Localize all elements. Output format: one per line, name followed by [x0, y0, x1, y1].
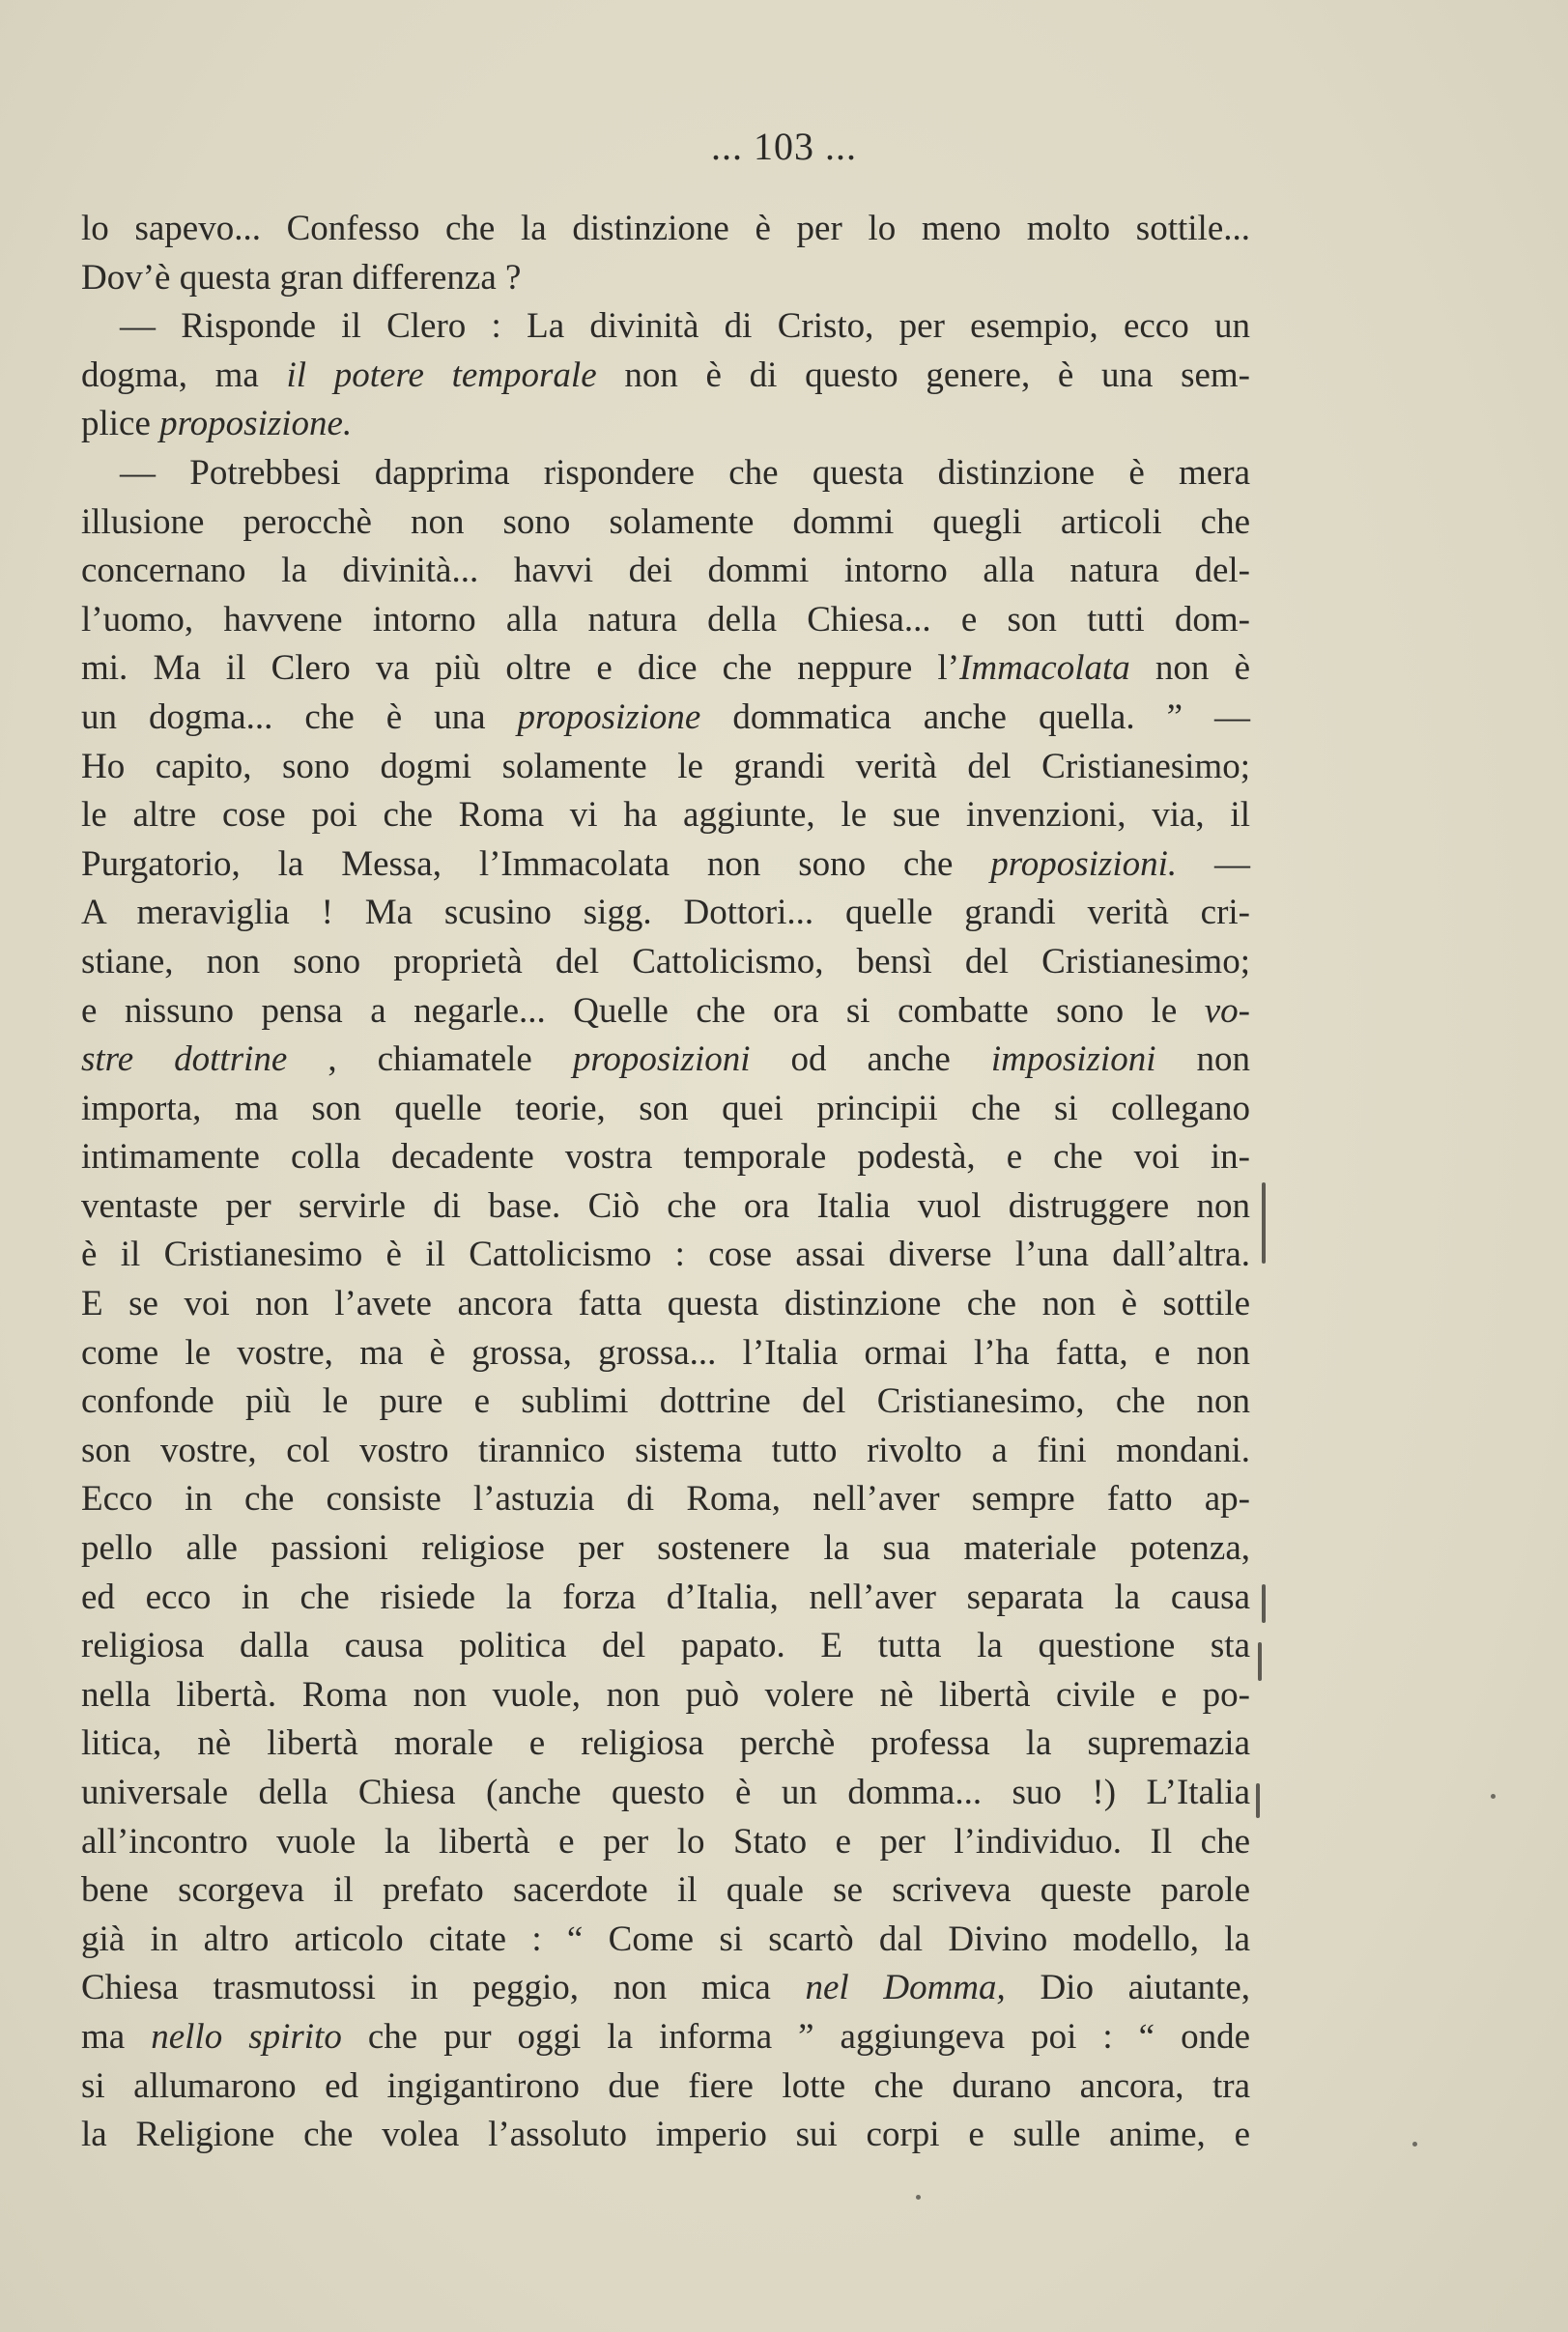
italic-text: proposizioni.: [990, 843, 1178, 884]
text-segment: non: [1155, 1039, 1250, 1080]
text-segment: universale della Chiesa (anche questo è un domma... suo !) L’Italia: [81, 1773, 1250, 1812]
italic-text: proposizione: [517, 697, 701, 737]
text-segment: stiane, non sono proprietà del Cattolicismo, bensì del Cristianesimo;: [81, 941, 1250, 981]
text-line: [81, 547, 1250, 596]
margin-mark: [1262, 1584, 1266, 1623]
italic-text: stre dottrine: [81, 1039, 288, 1080]
text-segment: all’incontro vuole la libertà e per lo Stato e per l’individuo. Il che: [81, 1821, 1250, 1862]
text-segment: è il Cristianesimo è il Cattolicismo : cose assai diverse l’una dall’altra.: [81, 1235, 1250, 1275]
text-line: [81, 1720, 1250, 1769]
text-segment: — Risponde il Clero : La divinità di Cristo, per esempio, ecco un: [120, 306, 1250, 347]
text-line: [81, 1524, 1250, 1574]
text-line: [81, 449, 1250, 498]
text-line: [81, 889, 1250, 938]
text-line: [81, 644, 1250, 694]
text-segment: si allumarono ed ingigantirono due fiere lotte che durano ancora, tra: [81, 2065, 1250, 2106]
text-segment: A meraviglia ! Ma scusino sigg. Dottori... quelle grandi verità cri-: [81, 893, 1250, 933]
text-line: [81, 1622, 1250, 1671]
text-line: [81, 2062, 1250, 2112]
text-line: [81, 400, 1250, 449]
text-line: [81, 2013, 1250, 2062]
text-segment: , chiamatele: [287, 1039, 573, 1080]
text-segment: — Potrebbesi dapprima rispondere che questa distinzione è mera: [120, 452, 1250, 493]
text-segment: non è: [1129, 648, 1250, 689]
text-segment: E se voi non l’avete ancora fatta questa distinzione che non è sottile: [81, 1284, 1250, 1324]
text-segment: ma: [81, 2016, 152, 2057]
text-line: [81, 596, 1250, 645]
italic-text: proposizioni: [572, 1039, 751, 1080]
text-segment: illusione perocchè non sono solamente dommi quegli articoli che: [81, 501, 1250, 542]
text-segment: Purgatorio, la Messa, l’Immacolata non sono che: [81, 843, 991, 884]
text-segment: dogma, ma: [81, 355, 287, 395]
text-segment: son vostre, col vostro tirannico sistema tutto rivolto a fini mondani.: [81, 1430, 1250, 1470]
text-line: [81, 205, 1250, 254]
margin-mark: [1258, 1642, 1262, 1681]
text-segment: e nissuno pensa a negarle... Quelle che ora si combatte sono le: [81, 990, 1205, 1031]
text-segment: come le vostre, ma è grossa, grossa... l’Italia ormai l’ha fatta, e non: [81, 1332, 1250, 1373]
speck: [1491, 1794, 1496, 1799]
text-line: [81, 743, 1250, 792]
text-segment: importa, ma son quelle teorie, son quei principii che si collegano: [81, 1088, 1250, 1128]
italic-text: il potere temporale: [286, 355, 597, 395]
italic-text: imposizioni: [990, 1039, 1156, 1080]
text-segment: pello alle passioni religiose per sostenere la sua materiale potenza,: [81, 1528, 1250, 1569]
text-segment: nella libertà. Roma non vuole, non può volere nè libertà civile e po-: [81, 1674, 1250, 1715]
text-segment: non è di questo genere, è una sem-: [596, 355, 1251, 395]
text-segment: bene scorgeva il prefato sacerdote il quale se scriveva queste parole: [81, 1870, 1250, 1911]
text-segment: Chiesa trasmutossi in peggio, non mica: [81, 1968, 806, 2008]
text-segment: Dio aiutante,: [1005, 1968, 1250, 2008]
italic-text: nel Domma,: [805, 1968, 1006, 2008]
speck: [916, 2195, 921, 2200]
text-line: [81, 987, 1250, 1037]
margin-mark: [1262, 1182, 1266, 1264]
text-line: [81, 1378, 1250, 1427]
text-line: [81, 498, 1250, 548]
text-segment: plice: [81, 404, 160, 444]
text-line: [81, 840, 1250, 890]
text-segment: litica, nè libertà morale e religiosa perchè professa la supremazia: [81, 1723, 1250, 1764]
text-line: [81, 1475, 1250, 1524]
text-segment: lo sapevo... Confesso che la distinzione è per lo meno molto sottile...: [81, 209, 1250, 248]
text-segment: dommatica anche quella. ” —: [700, 697, 1250, 737]
text-segment: Ho capito, sono dogmi solamente le grandi verità del Cristianesimo;: [81, 746, 1250, 786]
italic-text: nello spirito: [151, 2016, 342, 2057]
text-segment: un dogma... che è una: [81, 697, 518, 737]
body-text: [81, 205, 1250, 2160]
text-line: [81, 1671, 1250, 1721]
text-segment: ventaste per servirle di base. Ciò che ora Italia vuol distruggere non: [81, 1185, 1250, 1226]
italic-text: proposizione.: [159, 404, 353, 444]
text-line: [81, 1329, 1250, 1379]
text-segment: confonde più le pure e sublimi dottrine del Cristianesimo, che non: [81, 1381, 1250, 1422]
text-segment: ed ecco in che risiede la forza d’Italia, nell’aver separata la causa: [81, 1577, 1250, 1617]
text-line: [81, 1818, 1250, 1867]
text-segment: od anche: [750, 1039, 991, 1080]
text-segment: Dov’è questa gran differenza ?: [81, 257, 522, 298]
text-segment: le altre cose poi che Roma vi ha aggiunte, le sue invenzioni, via, il: [81, 795, 1250, 836]
text-line: [81, 694, 1250, 743]
text-line: [81, 1085, 1250, 1134]
speck: [1412, 2142, 1417, 2147]
text-line: [81, 1964, 1250, 2013]
text-segment: —: [1177, 843, 1250, 884]
text-segment: Ecco in che consiste l’astuzia di Roma, nell’aver sempre fatto ap-: [81, 1479, 1250, 1520]
text-segment: mi. Ma il Clero va più oltre e dice che neppure l’: [81, 648, 960, 689]
text-segment: religiosa dalla causa politica del papato. E tutta la questione sta: [81, 1626, 1250, 1666]
text-segment: l’uomo, havvene intorno alla natura della Chiesa... e son tutti dom-: [81, 599, 1250, 640]
text-segment: già in altro articolo citate : “ Come si scartò dal Divino modello, la: [81, 1919, 1250, 1959]
margin-mark: [1256, 1783, 1260, 1818]
italic-text: vo-: [1204, 990, 1250, 1031]
text-line: [81, 938, 1250, 987]
text-line: [81, 1574, 1250, 1623]
italic-text: Immacolata: [959, 648, 1130, 689]
text-line: [81, 791, 1250, 840]
text-line: [81, 302, 1250, 352]
text-segment: la Religione che volea l’assoluto imperio sui corpi e sulle anime, e: [81, 2115, 1250, 2155]
text-line: [81, 1280, 1250, 1329]
text-line: [81, 2111, 1250, 2160]
text-segment: che pur oggi la informa ” aggiungeva poi : “ onde: [341, 2016, 1251, 2057]
text-line: [81, 1916, 1250, 1965]
text-line: [81, 1036, 1250, 1085]
text-line: [81, 1133, 1250, 1182]
text-line: [81, 1427, 1250, 1476]
page-number: ... 103 ...: [711, 125, 857, 168]
text-line: [81, 1182, 1250, 1232]
text-line: [81, 254, 1250, 303]
text-segment: intimamente colla decadente vostra temporale podestà, e che voi in-: [81, 1137, 1250, 1178]
text-line: [81, 1769, 1250, 1818]
text-line: [81, 352, 1250, 401]
text-line: [81, 1231, 1250, 1280]
text-line: [81, 1866, 1250, 1916]
text-segment: concernano la divinità... havvi dei dommi intorno alla natura del-: [81, 551, 1250, 591]
